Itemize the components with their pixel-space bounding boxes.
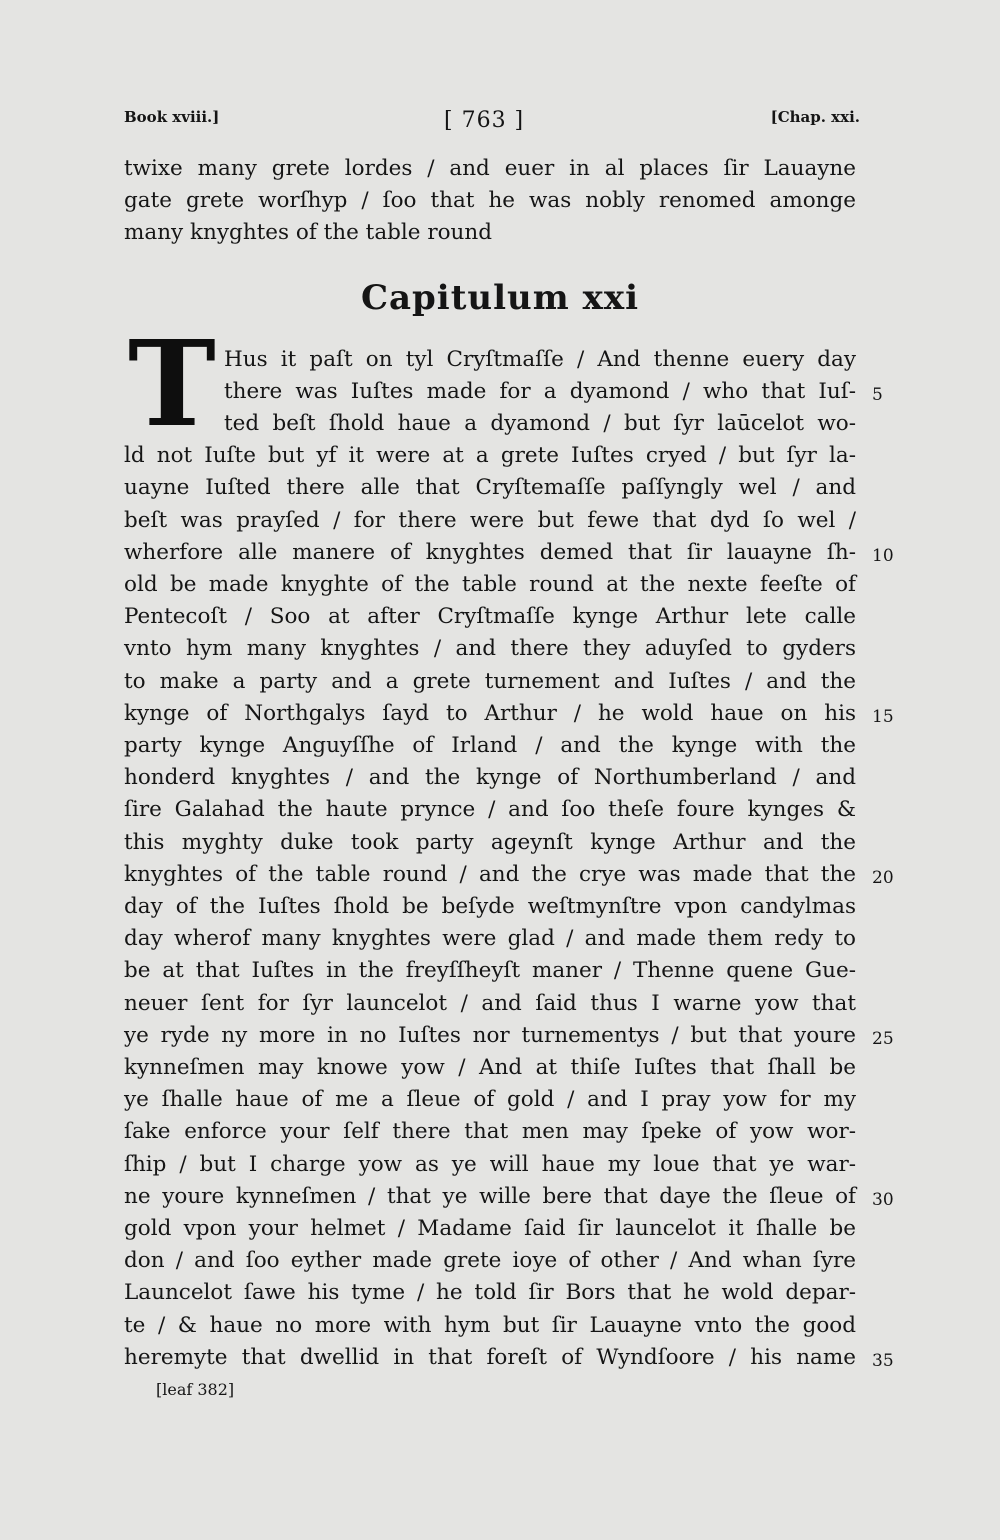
text-line: beſt was prayſed / for there were but fewe that dyd ſo wel / [124, 508, 856, 533]
text-line: ye ryde ny more in no Iuſtes nor turnementys / but that youre [124, 1023, 856, 1048]
running-header-book: Book xviii.] [124, 108, 220, 126]
text-line: to make a party and a grete turnement and Iuſtes / and the [124, 669, 856, 694]
text-line: day wherof many knyghtes were glad / and made them redy to [124, 926, 856, 951]
text-line: many knyghtes of the table round [124, 220, 493, 245]
text-line: be at that Iuſtes in the freyſſheyſt maner / Thenne quene Gue- [124, 958, 856, 983]
text-line: honderd knyghtes / and the kynge of Northumberland / and [124, 765, 856, 790]
line-number: 25 [872, 1029, 894, 1049]
text-line: ſire Galahad the haute prynce / and ſoo theſe foure kynges & [124, 797, 856, 822]
running-header-chapter: [Chap. xxi. [770, 108, 860, 126]
text-line: old be made knyghte of the table round at the nexte feeſte of [124, 572, 856, 597]
line-number: 30 [872, 1190, 894, 1210]
text-line: Launcelot ſawe his tyme / he told ſir Bors that he wold depar- [124, 1280, 856, 1305]
text-line: ne youre kynneſmen / that ye wille bere that daye the ſleue of [124, 1184, 856, 1209]
text-line: don / and ſoo eyther made grete ioye of other / And whan ſyre [124, 1248, 856, 1273]
text-line: kynneſmen may knowe yow / And at thiſe Iuſtes that ſhall be [124, 1055, 856, 1080]
page-number: [ 763 ] [444, 108, 525, 133]
text-line: wherfore alle manere of knyghtes demed that ſir lauayne ſh- [124, 540, 856, 565]
text-line: knyghtes of the table round / and the crye was made that the [124, 862, 856, 887]
text-line: ye ſhalle haue of me a ſleue of gold / and I pray yow for my [124, 1087, 856, 1112]
text-line: gate grete worſhyp / ſoo that he was nobly renomed amonge [124, 188, 856, 213]
line-number: 20 [872, 868, 894, 888]
text-line: ſhip / but I charge yow as ye will haue my loue that ye war- [124, 1152, 856, 1177]
text-line: twixe many grete lordes / and euer in al places ſir Lauayne [124, 156, 856, 181]
text-line: day of the Iuſtes ſhold be beſyde weſtmynſtre vpon candylmas [124, 894, 856, 919]
line-number: 35 [872, 1351, 894, 1371]
text-line: Pentecoſt / Soo at after Cryſtmaſſe kynge Arthur lete calle [124, 604, 856, 629]
text-line: ld not Iuſte but yf it were at a grete Iuſtes cryed / but ſyr la- [124, 443, 856, 468]
text-line: kynge of Northgalys ſayd to Arthur / he wold haue on his [124, 701, 856, 726]
line-number: 10 [872, 546, 894, 566]
text-line: there was Iuſtes made for a dyamond / who that Iuſ- [224, 379, 856, 404]
text-line: Hus it paſt on tyl Cryſtmaſſe / And thenne euery day [224, 347, 856, 372]
text-line: te / & haue no more with hym but ſir Lauayne vnto the good [124, 1313, 856, 1338]
line-number: 15 [872, 707, 894, 727]
text-line: ted beſt ſhold haue a dyamond / but ſyr laūcelot wo- [224, 411, 856, 436]
line-number: 5 [872, 385, 883, 405]
text-line: neuer ſent for ſyr launcelot / and ſaid thus I warne yow that [124, 991, 856, 1016]
leaf-marginal-note: [leaf 382] [156, 1380, 235, 1399]
text-line: this myghty duke took party ageynſt kynge Arthur and the [124, 830, 856, 855]
drop-cap-initial: T [128, 314, 216, 453]
text-line: ſake enforce your ſelf there that men may ſpeke of yow wor- [124, 1119, 856, 1144]
text-line: uayne Iuſted there alle that Cryſtemaſſe paſſyngly wel / and [124, 475, 856, 500]
text-line: heremyte that dwellid in that foreſt of Wyndſoore / his name [124, 1345, 856, 1370]
text-line: gold vpon your helmet / Madame ſaid ſir launcelot it ſhalle be [124, 1216, 856, 1241]
chapter-title: Capitulum xxi [360, 278, 640, 318]
text-line: party kynge Anguyſſhe of Irland / and the kynge with the [124, 733, 856, 758]
text-line: vnto hym many knyghtes / and there they aduyſed to gyders [124, 636, 856, 661]
